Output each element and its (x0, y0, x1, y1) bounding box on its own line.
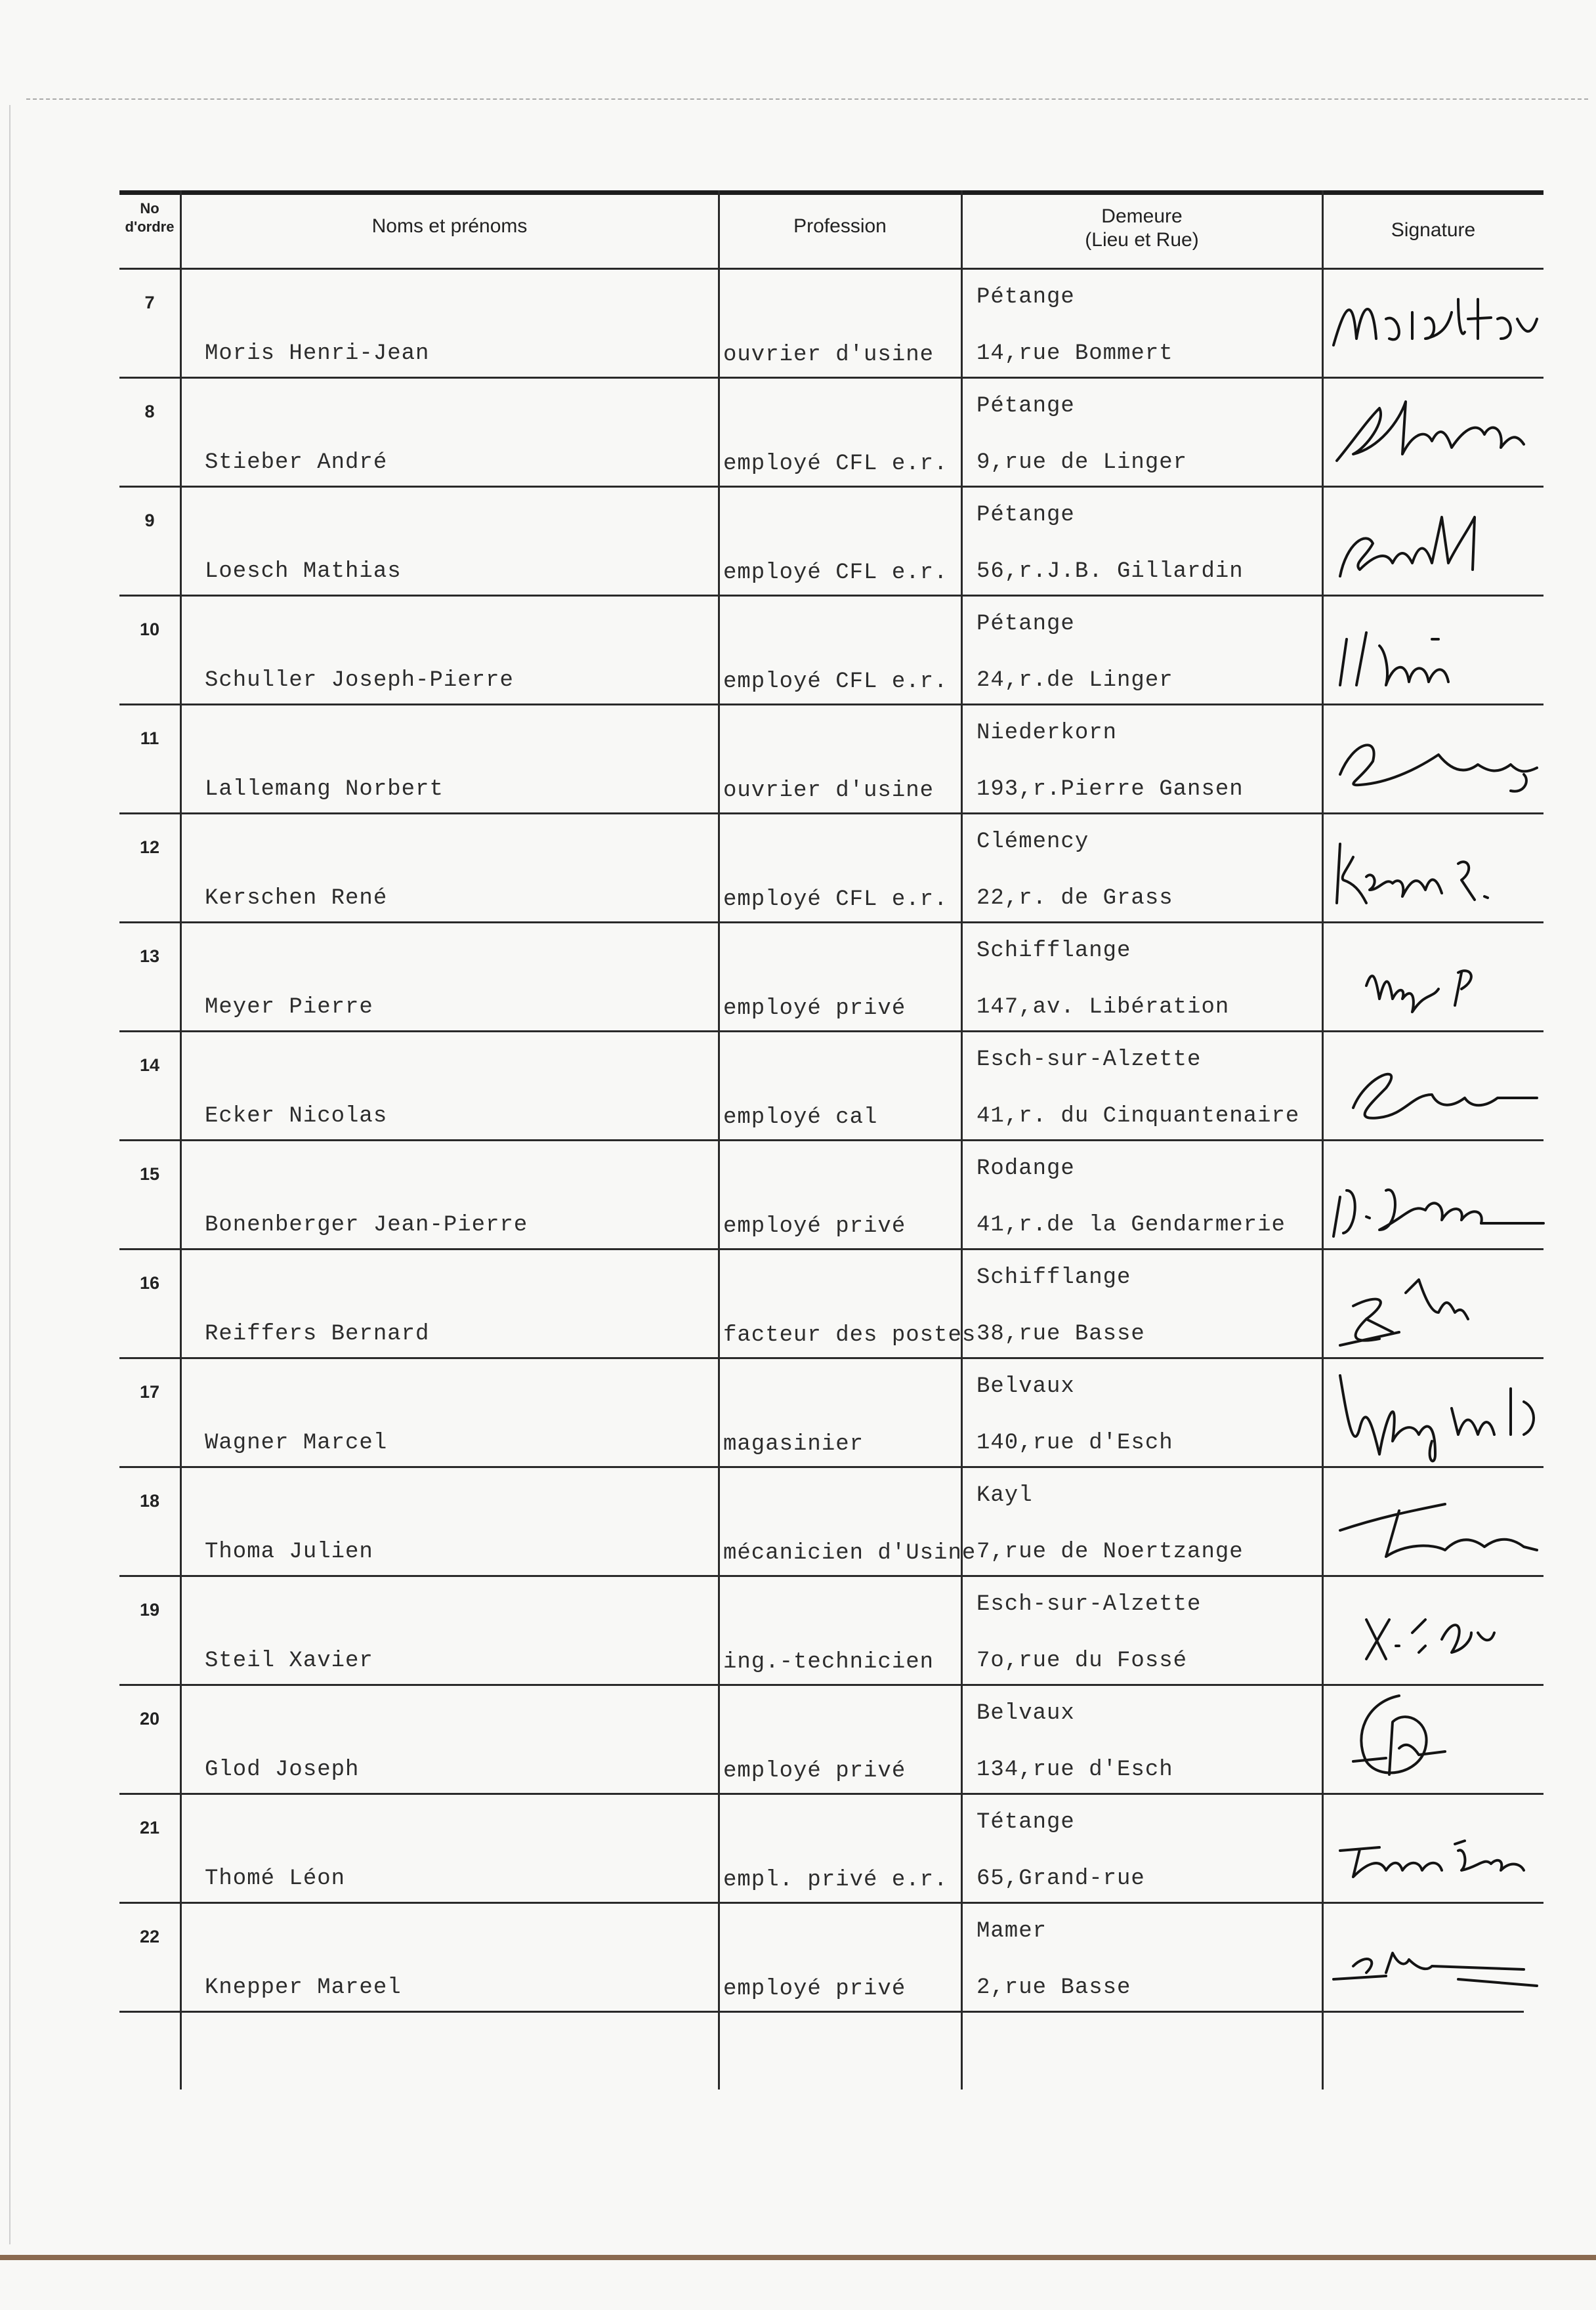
row-name: Thomé Léon (205, 1866, 346, 1891)
row-demeure-lieu: Niederkorn (976, 721, 1118, 746)
header-demeure (962, 205, 1322, 252)
handwritten-signature (1327, 491, 1544, 589)
row-name: Steil Xavier (205, 1648, 373, 1673)
handwritten-signature (1327, 1471, 1544, 1570)
scan-edge-top (26, 98, 1588, 100)
signature-graphic (1327, 1580, 1544, 1679)
header-bottom-rule (119, 268, 1544, 270)
row-profession: employé privé (723, 1759, 906, 1784)
table-row (119, 1030, 1544, 1139)
row-profession: empl. privé e.r. (723, 1868, 948, 1893)
row-name: Lallemang Norbert (205, 777, 444, 802)
table-row (119, 268, 1544, 377)
header-profession: Profession (793, 215, 887, 237)
row-rule (119, 1139, 1544, 1141)
row-rule (119, 1684, 1544, 1686)
row-rule (119, 486, 1544, 488)
row-demeure-rue: 41,r.de la Gendarmerie (976, 1213, 1286, 1238)
row-name: Glod Joseph (205, 1757, 360, 1782)
row-number: 22 (139, 1927, 160, 1946)
signature-graphic (1327, 1362, 1544, 1461)
row-profession: ouvrier d'usine (723, 778, 934, 803)
row-number: 18 (139, 1491, 160, 1511)
handwritten-signature (1327, 1362, 1544, 1461)
row-demeure-lieu: Pétange (976, 394, 1075, 419)
signature-graphic (1327, 382, 1544, 480)
table-row (119, 377, 1544, 486)
row-number: 16 (139, 1273, 160, 1293)
row-demeure-lieu: Pétange (976, 503, 1075, 528)
table-row (119, 486, 1544, 595)
scan-edge-bottom (0, 2255, 1596, 2260)
row-number: 11 (140, 728, 159, 748)
row-demeure-rue: 14,rue Bommert (976, 341, 1173, 366)
row-demeure-rue: 147,av. Libération (976, 995, 1230, 1020)
table-row (119, 1575, 1544, 1684)
table-row (119, 1466, 1544, 1575)
row-demeure-lieu: Pétange (976, 285, 1075, 310)
table-row (119, 1357, 1544, 1466)
row-demeure-rue: 65,Grand-rue (976, 1866, 1145, 1891)
handwritten-signature (1327, 1036, 1544, 1134)
row-number: 19 (139, 1600, 160, 1620)
signature-graphic (1327, 1798, 1544, 1897)
table-row (119, 921, 1544, 1030)
register-table (119, 190, 1544, 2116)
row-profession: employé CFL e.r. (723, 452, 948, 476)
row-demeure-rue: 56,r.J.B. Gillardin (976, 559, 1244, 584)
row-number: 17 (139, 1382, 160, 1402)
row-rule (119, 1575, 1544, 1577)
table-row (119, 1684, 1544, 1793)
row-name: Wagner Marcel (205, 1431, 388, 1456)
row-number: 13 (139, 946, 160, 966)
row-demeure-lieu: Pétange (976, 612, 1075, 637)
row-profession: ouvrier d'usine (723, 343, 934, 368)
row-rule (119, 1466, 1544, 1468)
handwritten-signature (1327, 273, 1544, 371)
row-profession: employé CFL e.r. (723, 560, 948, 585)
row-rule (119, 1793, 1544, 1795)
table-row (119, 1902, 1544, 2011)
handwritten-signature (1327, 1798, 1544, 1897)
header-signature: Signature (1391, 219, 1476, 241)
row-profession: ing.-technicien (723, 1650, 934, 1675)
header-no-ordre: No d'ordre (125, 200, 175, 235)
handwritten-signature (1327, 1253, 1544, 1352)
row-name: Thoma Julien (205, 1540, 373, 1564)
row-rule (119, 1357, 1544, 1359)
row-number: 10 (139, 620, 160, 639)
row-rule (119, 1902, 1544, 1904)
row-number: 7 (144, 293, 155, 312)
handwritten-signature (1327, 600, 1544, 698)
row-name: Ecker Nicolas (205, 1104, 388, 1129)
row-profession: facteur des postes (723, 1323, 976, 1348)
signature-graphic (1327, 1253, 1544, 1352)
row-demeure-lieu: Schifflange (976, 938, 1131, 963)
row-demeure-lieu: Belvaux (976, 1701, 1075, 1726)
row-demeure-lieu: Kayl (976, 1483, 1033, 1508)
row-number: 21 (139, 1818, 160, 1838)
row-name: Knepper Mareel (205, 1975, 402, 2000)
signature-graphic (1327, 1144, 1544, 1243)
column-rule (180, 190, 182, 268)
row-name: Schuller Joseph-Pierre (205, 668, 514, 693)
table-row (119, 812, 1544, 921)
row-profession: employé CFL e.r. (723, 887, 948, 912)
row-profession: mécanicien d'Usine (723, 1541, 976, 1566)
row-rule (119, 595, 1544, 597)
row-name: Loesch Mathias (205, 559, 402, 584)
row-demeure-rue: 134,rue d'Esch (976, 1757, 1173, 1782)
row-demeure-rue: 9,rue de Linger (976, 450, 1188, 475)
row-profession: employé cal (723, 1105, 878, 1130)
row-rule (119, 1248, 1544, 1250)
column-rule (180, 268, 182, 2090)
handwritten-signature (1327, 382, 1544, 480)
row-demeure-rue: 140,rue d'Esch (976, 1431, 1173, 1456)
row-profession: employé privé (723, 1977, 906, 2002)
row-number: 20 (139, 1709, 160, 1729)
row-rule (119, 812, 1544, 814)
row-name: Kerschen René (205, 886, 388, 911)
table-row (119, 595, 1544, 704)
signature-graphic (1327, 927, 1544, 1025)
row-name: Reiffers Bernard (205, 1322, 430, 1347)
signature-graphic (1327, 818, 1544, 916)
handwritten-signature (1327, 927, 1544, 1025)
row-demeure-lieu: Mamer (976, 1919, 1047, 1944)
row-rule (119, 1030, 1544, 1032)
row-demeure-rue: 2,rue Basse (976, 1975, 1131, 2000)
row-demeure-rue: 193,r.Pierre Gansen (976, 777, 1244, 802)
row-number: 12 (139, 837, 160, 857)
row-demeure-rue: 41,r. du Cinquantenaire (976, 1104, 1300, 1129)
scan-edge-left (9, 105, 10, 2244)
handwritten-signature (1327, 1689, 1544, 1788)
row-name: Meyer Pierre (205, 995, 373, 1020)
handwritten-signature (1327, 709, 1544, 807)
row-profession: employé CFL e.r. (723, 669, 948, 694)
row-name: Bonenberger Jean-Pierre (205, 1213, 528, 1238)
handwritten-signature (1327, 1580, 1544, 1679)
signature-graphic (1327, 600, 1544, 698)
row-name: Moris Henri-Jean (205, 341, 430, 366)
row-demeure-rue: 22,r. de Grass (976, 886, 1173, 911)
signature-graphic (1327, 1036, 1544, 1134)
row-demeure-lieu: Rodange (976, 1156, 1075, 1181)
row-rule (119, 921, 1544, 923)
row-demeure-lieu: Esch-sur-Alzette (976, 1592, 1202, 1617)
signature-graphic (1327, 491, 1544, 589)
header-demeure-sub: (Lieu et Rue) (1085, 229, 1199, 251)
row-demeure-lieu: Tétange (976, 1810, 1075, 1835)
row-demeure-rue: 38,rue Basse (976, 1322, 1145, 1347)
header-noms: Noms et prénoms (371, 215, 528, 237)
row-demeure-rue: 7o,rue du Fossé (976, 1648, 1188, 1673)
header-demeure-title: Demeure (1101, 205, 1183, 227)
row-demeure-lieu: Clémency (976, 830, 1089, 854)
row-demeure-lieu: Belvaux (976, 1374, 1075, 1399)
row-rule (119, 2011, 1524, 2013)
handwritten-signature (1327, 818, 1544, 916)
row-name: Stieber André (205, 450, 388, 475)
row-number: 8 (144, 402, 155, 421)
row-rule (119, 377, 1544, 379)
row-demeure-lieu: Schifflange (976, 1265, 1131, 1290)
row-demeure-rue: 7,rue de Noertzange (976, 1540, 1244, 1564)
row-profession: employé privé (723, 1214, 906, 1239)
signature-graphic (1327, 1689, 1544, 1788)
handwritten-signature (1327, 1144, 1544, 1243)
signature-graphic (1327, 1471, 1544, 1570)
table-top-rule (119, 190, 1544, 195)
row-demeure-lieu: Esch-sur-Alzette (976, 1047, 1202, 1072)
table-row (119, 1139, 1544, 1248)
signature-graphic (1327, 273, 1544, 371)
row-profession: employé privé (723, 996, 906, 1021)
row-number: 15 (139, 1164, 160, 1184)
row-profession: magasinier (723, 1432, 864, 1457)
handwritten-signature (1327, 1907, 1544, 2006)
row-demeure-rue: 24,r.de Linger (976, 668, 1173, 693)
signature-graphic (1327, 709, 1544, 807)
signature-graphic (1327, 1907, 1544, 2006)
table-row (119, 704, 1544, 812)
table-row (119, 1248, 1544, 1357)
table-row (119, 1793, 1544, 1902)
row-number: 14 (139, 1055, 160, 1075)
row-rule (119, 704, 1544, 705)
row-number: 9 (144, 511, 155, 530)
